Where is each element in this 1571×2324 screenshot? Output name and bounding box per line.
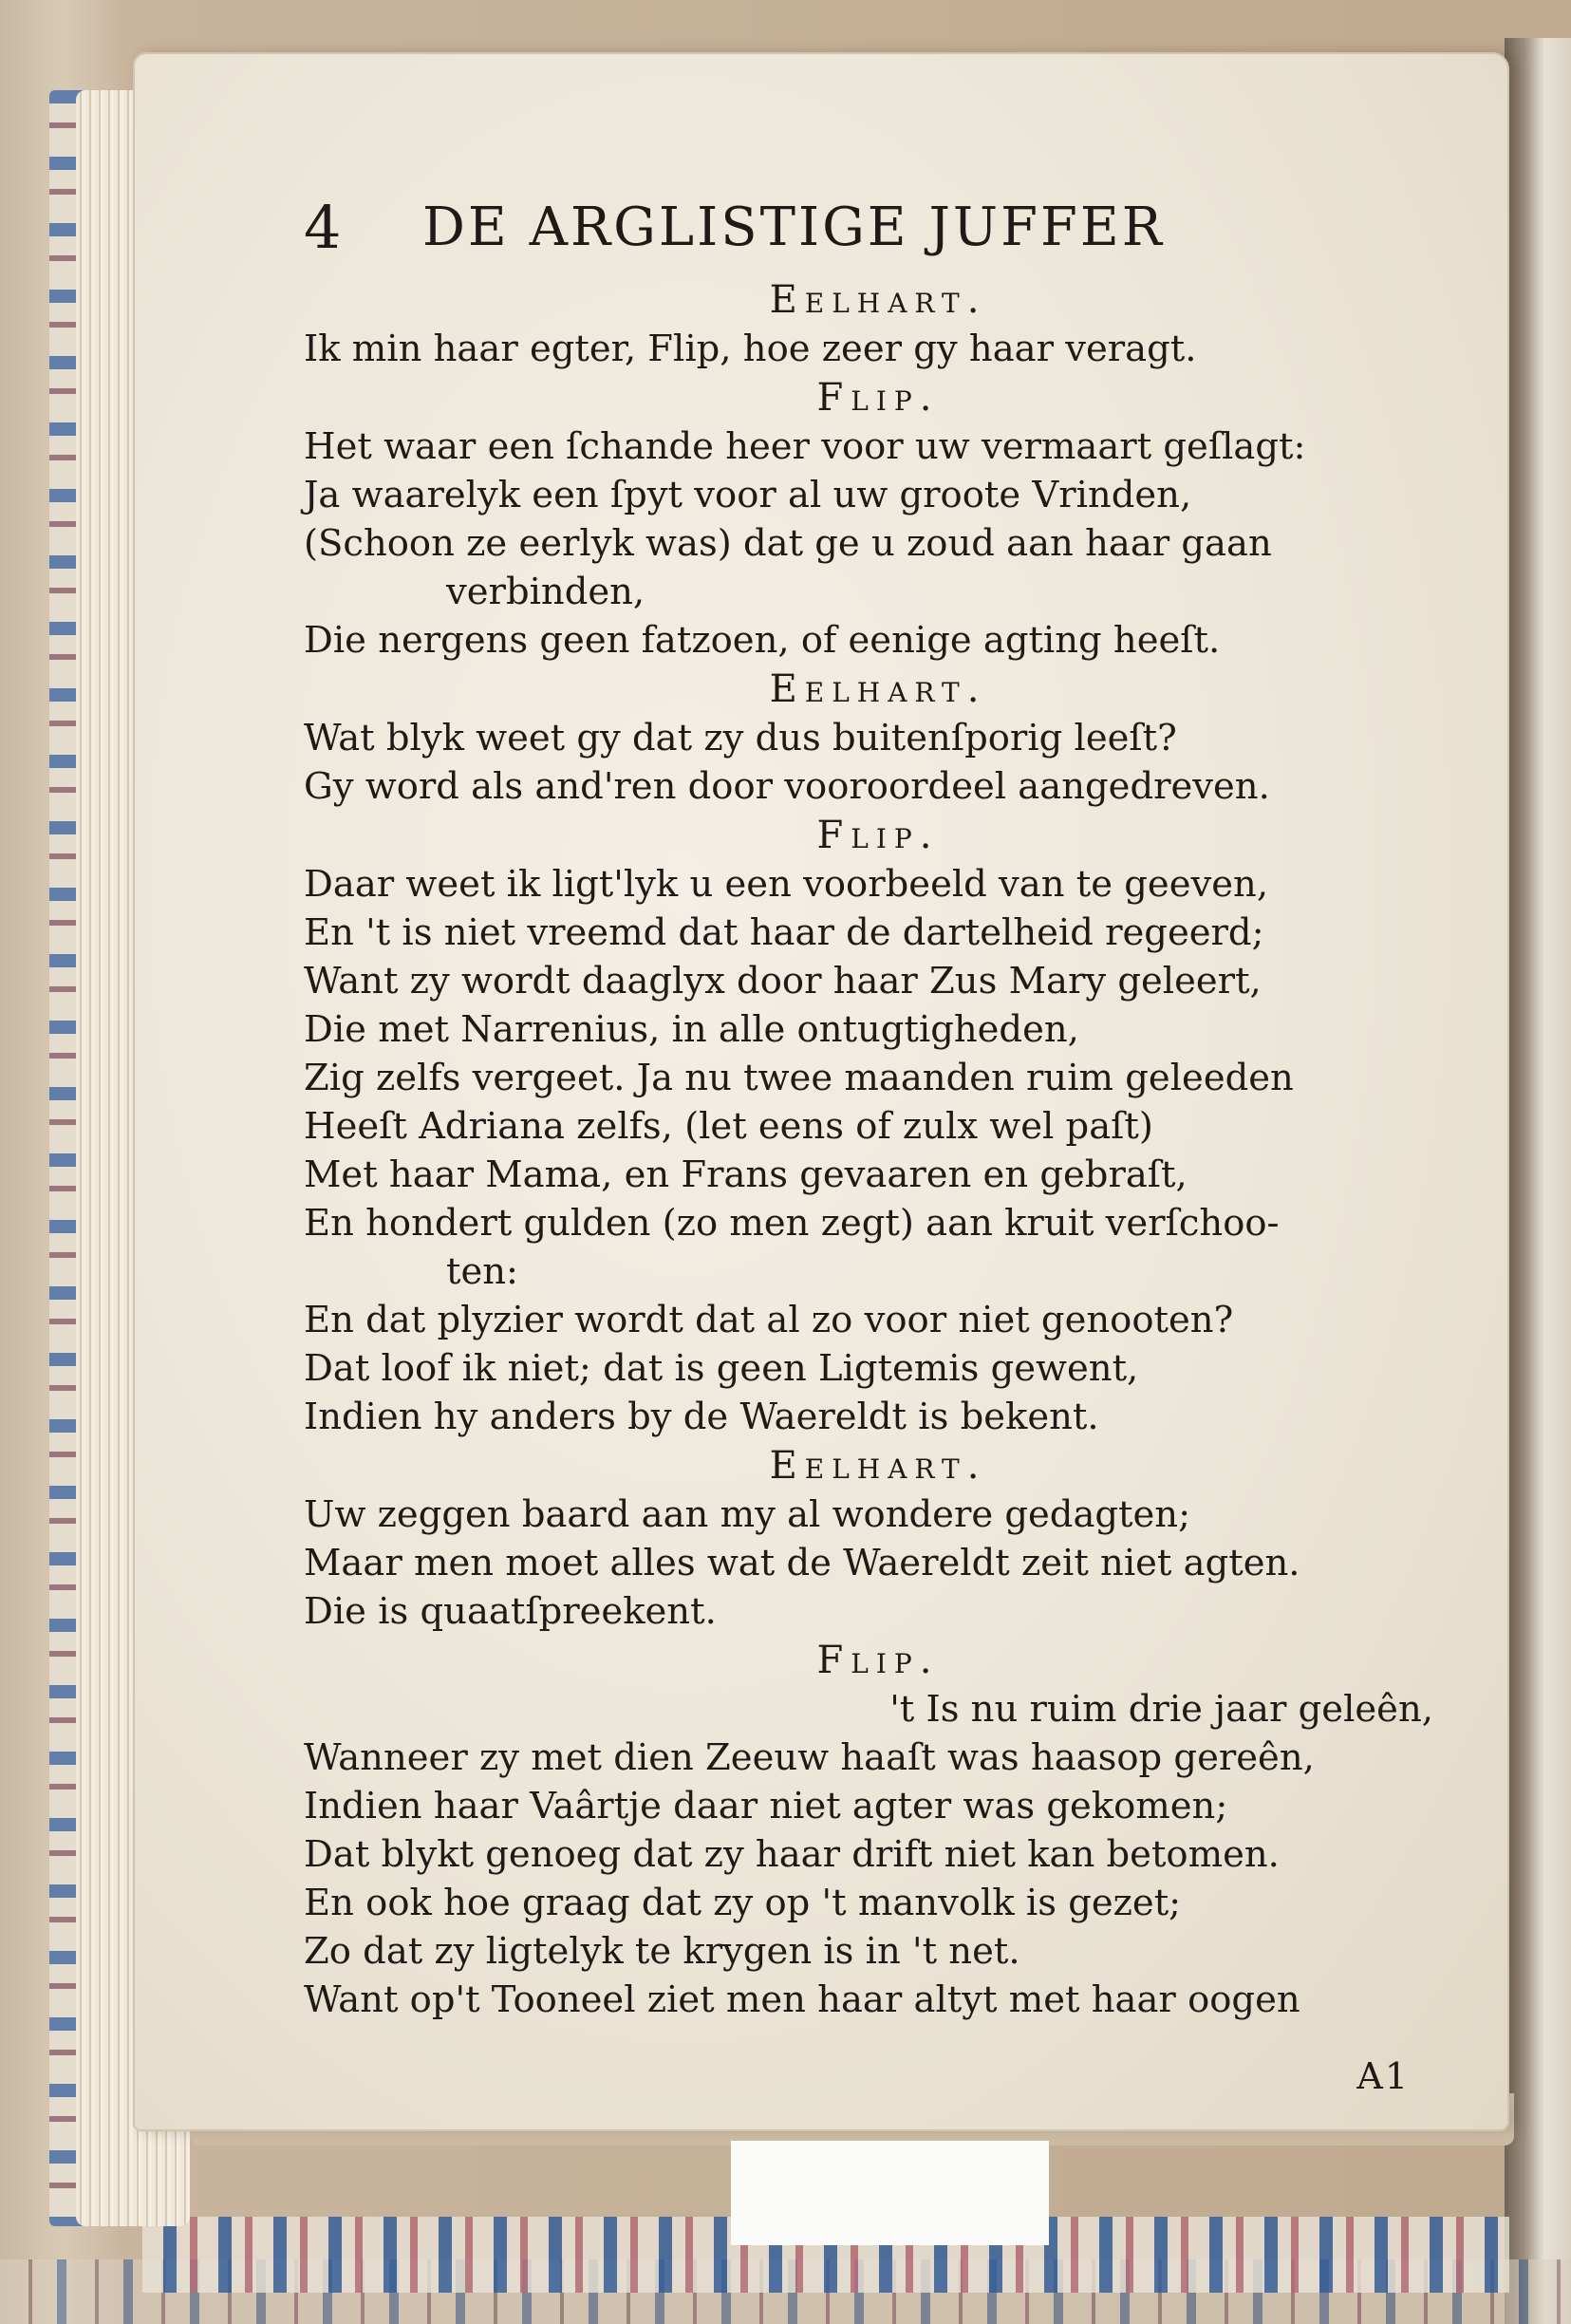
dialogue-block bbox=[304, 373, 1452, 665]
speaker-name: Flip. bbox=[816, 814, 940, 857]
speaker-name: Eelhart. bbox=[769, 667, 987, 711]
verse-line: Maar men moet alles wat de Waereldt zeit niet agten. bbox=[304, 1542, 1300, 1584]
page-text bbox=[304, 185, 1452, 2103]
verse-line: Dat blykt genoeg dat zy haar drift niet kan betomen. bbox=[304, 1833, 1280, 1876]
verse-line: Wanneer zy met dien Zeeuw haaſt was haasop gereên, bbox=[304, 1736, 1315, 1779]
verse-line: En hondert gulden (zo men zegt) aan kruit verſchoo- bbox=[304, 1202, 1280, 1245]
verse-line: Wat blyk weet gy dat zy dus buitenſporig leeſt? bbox=[304, 717, 1177, 759]
page-header bbox=[304, 185, 1452, 275]
page-number: 4 bbox=[304, 193, 342, 262]
verse-line: Zig zelfs vergeet. Ja nu twee maanden ruim geleeden bbox=[304, 1057, 1294, 1099]
verse-line: Die is quaatſpreekent. bbox=[304, 1590, 717, 1633]
speaker-name: Flip. bbox=[816, 1639, 940, 1682]
speaker-name: Eelhart. bbox=[769, 278, 987, 322]
verse-line: Uw zeggen baard aan my al wondere gedagten; bbox=[304, 1493, 1191, 1536]
verse-line: Indien hy anders by de Waereldt is bekent. bbox=[304, 1396, 1099, 1438]
speaker-name: Eelhart. bbox=[769, 1444, 987, 1488]
verse-line: (Schoon ze eerlyk was) dat ge u zoud aan haar gaan bbox=[304, 522, 1272, 565]
dialogue-block bbox=[304, 1636, 1452, 2024]
dialogue-block bbox=[304, 1441, 1452, 1636]
verse-line: Indien haar Vaârtje daar niet agter was gekomen; bbox=[304, 1785, 1228, 1827]
verse-line-continuation: ten: bbox=[446, 1250, 519, 1293]
redacted-patch bbox=[731, 2141, 1049, 2245]
verse-line: Zo dat zy ligtelyk te krygen is in 't net. bbox=[304, 1930, 1020, 1973]
running-title: DE ARGLISTIGE JUFFER bbox=[422, 197, 1165, 258]
dialogue-block bbox=[304, 275, 1452, 373]
verse-line: Met haar Mama, en Frans gevaaren en gebraſt, bbox=[304, 1153, 1188, 1196]
signature-mark: A1 bbox=[1356, 2055, 1410, 2097]
verse-line: Het waar een ſchande heer voor uw vermaart geſlagt: bbox=[304, 425, 1306, 468]
verse-line: Die nergens geen fatzoen, of eenige agting heeſt. bbox=[304, 619, 1221, 662]
verse-line: Ja waarelyk een ſpyt voor al uw groote Vrinden, bbox=[304, 474, 1192, 516]
verse-line: Want zy wordt daaglyx door haar Zus Mary geleert, bbox=[304, 960, 1262, 1003]
verse-line: Dat loof ik niet; dat is geen Ligtemis gewent, bbox=[304, 1347, 1139, 1390]
verse-line: Ik min haar egter, Flip, hoe zeer gy haar veragt. bbox=[304, 328, 1197, 370]
verse-line: En dat plyzier wordt dat al zo voor niet genooten? bbox=[304, 1299, 1234, 1341]
book-cover-edge bbox=[1505, 38, 1571, 2324]
dialogue-block bbox=[304, 665, 1452, 811]
verse-line: Gy word als and'ren door vooroordeel aangedreven. bbox=[304, 765, 1270, 808]
speaker-name: Flip. bbox=[816, 376, 940, 420]
verse-line-continuation: verbinden, bbox=[446, 571, 645, 613]
verse-line: En ook hoe graag dat zy op 't manvolk is gezet; bbox=[304, 1882, 1182, 1924]
verse-line: En 't is niet vreemd dat haar de dartelheid regeerd; bbox=[304, 911, 1264, 954]
verse-line: Want op't Tooneel ziet men haar altyt met haar oogen bbox=[304, 1978, 1300, 2021]
dialogue-block bbox=[304, 811, 1452, 1441]
verse-line-half: 't Is nu ruim drie jaar geleên, bbox=[889, 1688, 1433, 1731]
verse-line: Heeſt Adriana zelfs, (let eens of zulx wel paſt) bbox=[304, 1105, 1153, 1148]
verse-line: Die met Narrenius, in alle ontugtigheden, bbox=[304, 1008, 1079, 1051]
verse-line: Daar weet ik ligt'lyk u een voorbeeld van te geeven, bbox=[304, 863, 1269, 906]
